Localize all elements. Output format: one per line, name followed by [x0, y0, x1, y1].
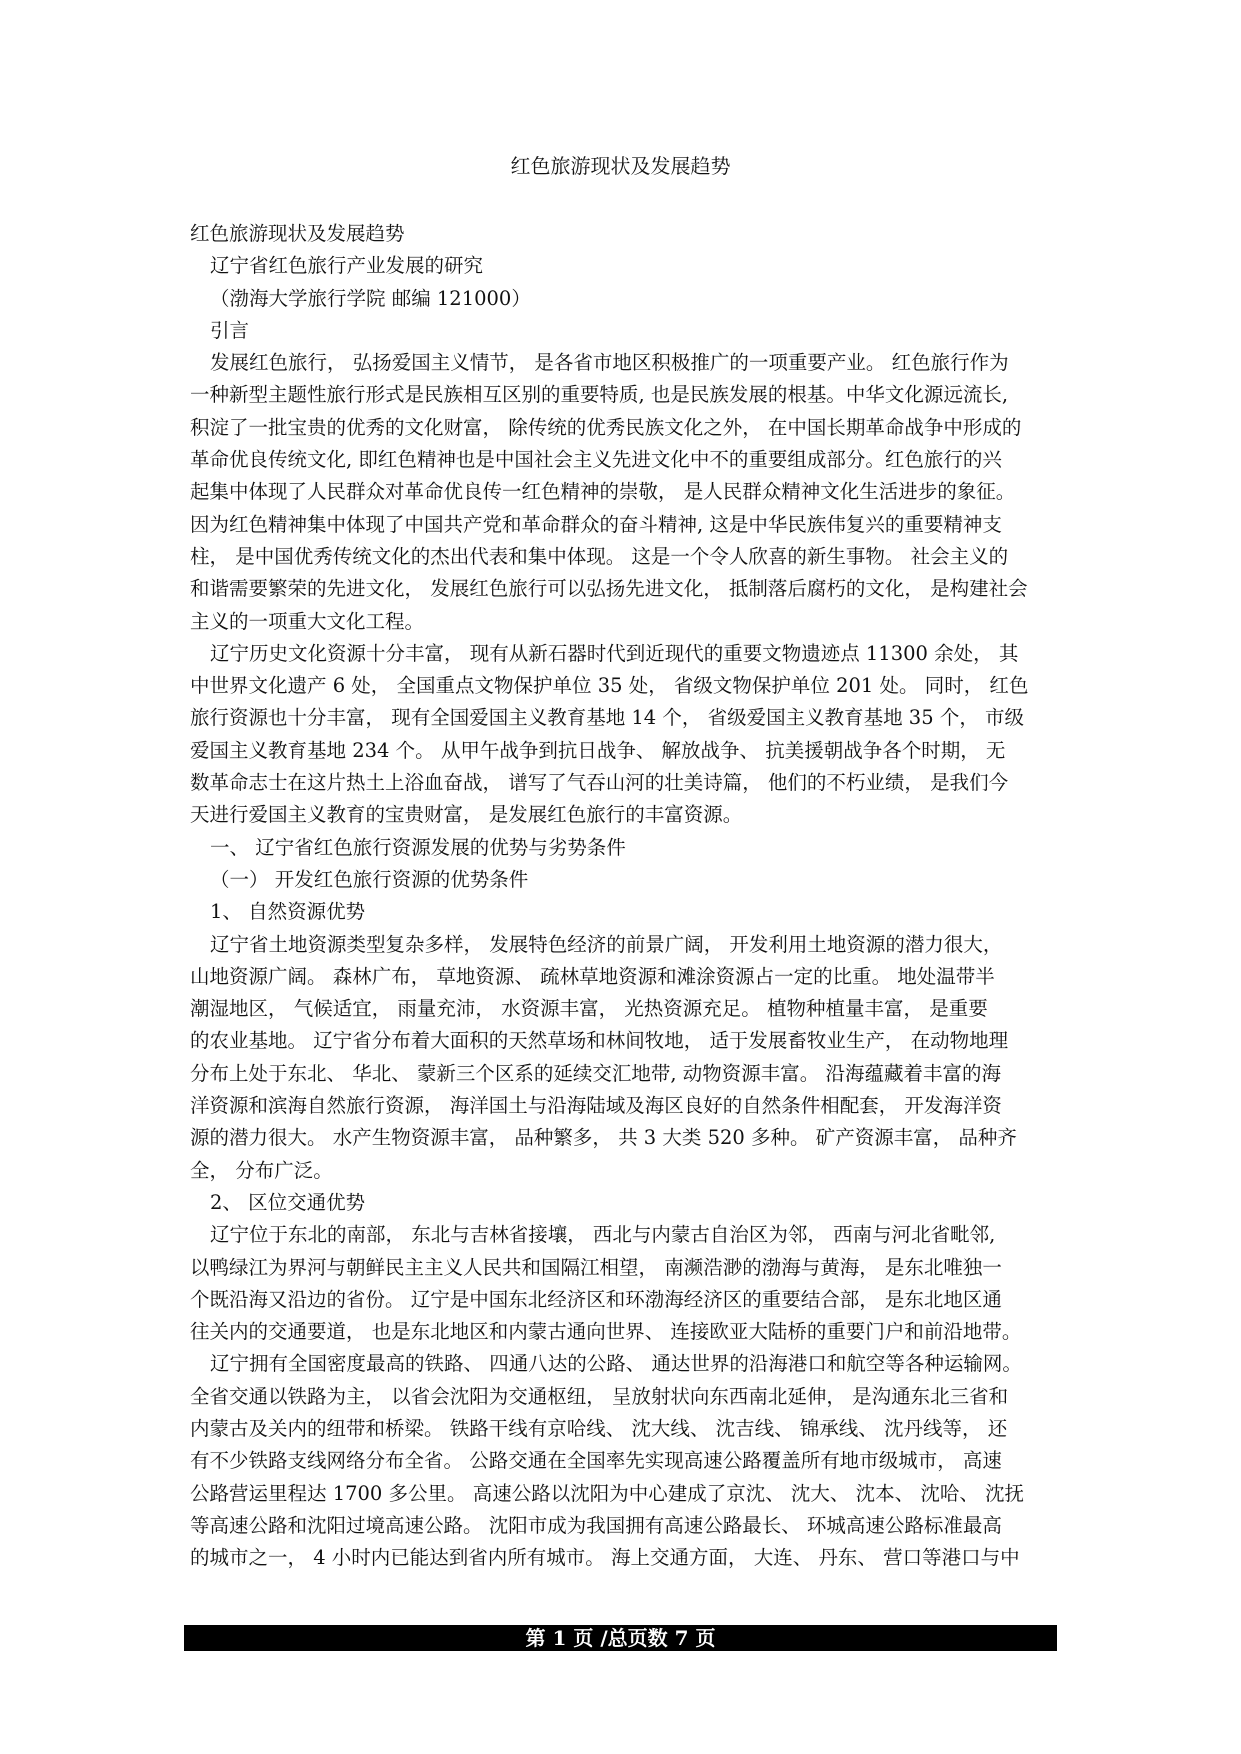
text-line: 潮湿地区， 气候适宜， 雨量充沛， 水资源丰富， 光热资源充足。 植物种植量丰富， 是重要 [190, 997, 988, 1021]
text-line: 革命优良传统文化, 即红色精神也是中国社会主义先进文化中不的重要组成部分。红色旅行的兴 [190, 448, 1002, 472]
text-line: （一） 开发红色旅行资源的优势条件 [210, 867, 529, 891]
text-line: 红色旅游现状及发展趋势 [190, 222, 405, 245]
text-line: 洋资源和滨海自然旅行资源， 海洋国土与沿海陆域及海区良好的自然条件相配套， 开发海洋资 [190, 1094, 1002, 1118]
text-line: 辽宁省土地资源类型复杂多样， 发展特色经济的前景广阔， 开发利用土地资源的潜力很大， [210, 932, 1003, 956]
text-line: 爱国主义教育基地 234 个。 从甲午战争到抗日战争、 解放战争、 抗美援朝战争各个时期， 无 [190, 738, 1006, 762]
text-line: 辽宁位于东北的南部， 东北与吉林省接壤， 西北与内蒙古自治区为邻， 西南与河北省毗邻, [210, 1223, 996, 1247]
text-line: 1、 自然资源优势 [210, 900, 366, 924]
text-line: 的农业基地。 辽宁省分布着大面积的天然草场和林间牧地， 适于发展畜牧业生产， 在动物地理 [190, 1029, 1009, 1053]
text-line: 的城市之一， 4 小时内已能达到省内所有城市。 海上交通方面， 大连、 丹东、 营口等港口与中 [190, 1546, 1020, 1570]
text-line: 引言 [210, 318, 250, 342]
text-line: 等高速公路和沈阳过境高速公路。 沈阳市成为我国拥有高速公路最长、 环城高速公路标准最高 [190, 1513, 1002, 1537]
page-number-label: 第 1 页 /总页数 7 页 [525, 1626, 716, 1650]
text-line: 2、 区位交通优势 [210, 1190, 366, 1214]
text-line: 辽宁历史文化资源十分丰富， 现有从新石器时代到近现代的重要文物遗迹点 11300 余处， 其 [210, 641, 1019, 665]
text-line: 和谐需要繁荣的先进文化， 发展红色旅行可以弘扬先进文化， 抵制落后腐朽的文化， 是构建社会 [190, 577, 1028, 601]
page-title: 红色旅游现状及发展趋势 [510, 154, 731, 178]
text-line: 柱， 是中国优秀传统文化的杰出代表和集中体现。 这是一个令人欣喜的新生事物。 社会主义的 [190, 544, 1009, 568]
text-line: 内蒙古及关内的纽带和桥梁。 铁路干线有京哈线、 沈大线、 沈吉线、 锦承线、 沈丹线等， 还 [190, 1416, 1008, 1440]
document-body [190, 218, 1060, 1574]
text-line: 分布上处于东北、 华北、 蒙新三个区系的延续交汇地带, 动物资源丰富。 沿海蕴藏着丰富的海 [190, 1061, 1001, 1085]
text-line: 有不少铁路支线网络分布全省。 公路交通在全国率先实现高速公路覆盖所有地市级城市， 高速 [190, 1449, 1002, 1473]
text-line: 往关内的交通要道， 也是东北地区和内蒙古通向世界、 连接欧亚大陆桥的重要门户和前沿地带。 [190, 1320, 1022, 1344]
text-line: 辽宁省红色旅行产业发展的研究 [210, 254, 484, 278]
text-line: 个既沿海又沿边的省份。 辽宁是中国东北经济区和环渤海经济区的重要结合部， 是东北地区通 [190, 1287, 1002, 1311]
text-line: 数革命志士在这片热土上浴血奋战， 谱写了气吞山河的壮美诗篇， 他们的不朽业绩， 是我们今 [190, 771, 1009, 795]
text-line: 以鸭绿江为界河与朝鲜民主主义人民共和国隔江相望， 南濒浩渺的渤海与黄海， 是东北唯独一 [190, 1255, 1002, 1279]
text-line: （渤海大学旅行学院 邮编 121000） [210, 286, 531, 310]
text-line: 源的潜力很大。 水产生物资源丰富， 品种繁多， 共 3 大类 520 多种。 矿产资源丰富， 品种齐 [190, 1126, 1017, 1150]
text-line: 主义的一项重大文化工程。 [190, 609, 425, 633]
text-line: 积淀了一批宝贵的优秀的文化财富， 除传统的优秀民族文化之外， 在中国长期革命战争中形成的 [190, 415, 1022, 439]
text-line: 因为红色精神集中体现了中国共产党和革命群众的奋斗精神, 这是中华民族伟复兴的重要精神支 [190, 512, 1002, 536]
text-line: 一种新型主题性旅行形式是民族相互区别的重要特质, 也是民族发展的根基。中华文化源远流长, [190, 383, 1009, 407]
text-line: 发展红色旅行， 弘扬爱国主义情节， 是各省市地区积极推广的一项重要产业。 红色旅行作为 [210, 351, 1009, 375]
text-line: 全省交通以铁路为主， 以省会沈阳为交通枢纽， 呈放射状向东西南北延伸， 是沟通东北三省和 [190, 1384, 1009, 1408]
text-line: 中世界文化遗产 6 处， 全国重点文物保护单位 35 处， 省级文物保护单位 201 处。 同时， 红色 [190, 674, 1029, 698]
text-line: 全， 分布广泛。 [190, 1158, 333, 1182]
text-line: 起集中体现了人民群众对革命优良传一红色精神的崇敬， 是人民群众精神文化生活进步的象征。 [190, 480, 1016, 504]
page-footer [184, 1625, 1057, 1651]
text-line: 公路营运里程达 1700 多公里。 高速公路以沈阳为中心建成了京沈、 沈大、 沈本、 沈哈、 沈抚 [190, 1481, 1025, 1505]
text-line: 旅行资源也十分丰富， 现有全国爱国主义教育基地 14 个， 省级爱国主义教育基地 35 个， 市级 [190, 706, 1025, 730]
text-line: 天进行爱国主义教育的宝贵财富， 是发展红色旅行的丰富资源。 [190, 803, 743, 827]
text-line: 山地资源广阔。 森林广布， 草地资源、 疏林草地资源和滩涂资源占一定的比重。 地处温带半 [190, 964, 995, 988]
text-line: 一、 辽宁省红色旅行资源发展的优势与劣势条件 [210, 835, 626, 859]
text-line: 辽宁拥有全国密度最高的铁路、 四通八达的公路、 通达世界的沿海港口和航空等各种运输网。 [210, 1352, 1022, 1376]
